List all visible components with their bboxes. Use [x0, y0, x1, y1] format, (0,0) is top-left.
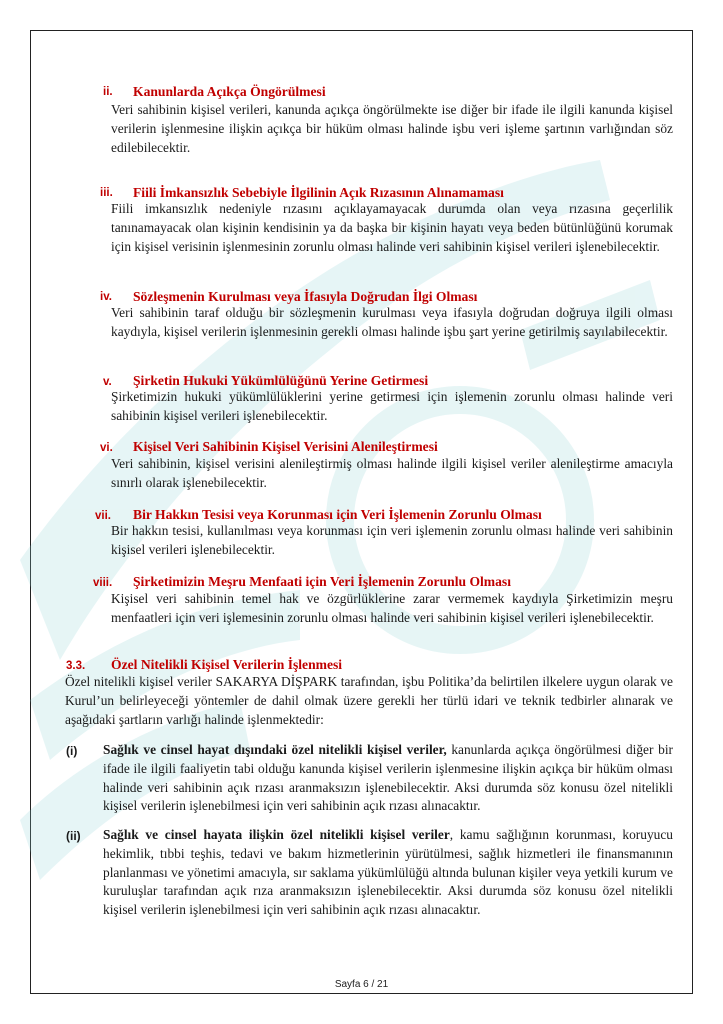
section-heading: Bir Hakkın Tesisi veya Korunması için Veri İşlemenin Zorunlu Olması [133, 507, 542, 522]
section-heading: Sözleşmenin Kurulması veya İfasıyla Doğrudan İlgi Olması [133, 289, 478, 304]
section-paragraph: Kişisel veri sahibinin temel hak ve özgürlüklerine zarar vermemek kaydıyla Şirketimizin meşru menfaatleri için veri işlemesinin zorunlu olması halinde veri sahibinin kişisel verileri işlenebilecektir. [111, 591, 673, 625]
section-number: vi. [100, 442, 113, 454]
list-item [103, 741, 673, 816]
list-item-text: kanunlarda açıkça öngörülmesi diğer bir ifade ile ilgili faaliyetin tabi olduğu kanunda kişisel verilerin işlenmesine ilişkin açıkça bir hüküm olması halinde veri sahibinin açık rızası aranmaksızın işlenebilecektir. Aksi durumda söz konusu özel nitelikli kişisel verilerin işlenebilmesi için veri sahibinin açık rızası alınacaktır. [103, 742, 673, 814]
list-item-lead: Sağlık ve cinsel hayat dışındaki özel nitelikli kişisel veriler, [103, 742, 447, 757]
section-number: viii. [93, 577, 113, 589]
section-heading: Şirketin Hukuki Yükümlülüğünü Yerine Getirmesi [133, 373, 429, 388]
section-number: vii. [95, 510, 111, 522]
section-paragraph: Fiili imkansızlık nedeniyle rızasını açıklayamayacak durumda olan veya rızasına geçerlilik tanınamayacak olan kişinin kendisinin ya da başka bir kişinin hayatı veya beden bütünlüğünü korumak için kişisel verisinin işlenmesinin zorunlu olması halinde veri sahibinin kişisel verileri işlenebilecektir. [111, 201, 673, 254]
list-item-number: (i) [66, 744, 78, 758]
section-heading: Kanunlarda Açıkça Öngörülmesi [133, 84, 326, 99]
section-paragraph: Veri sahibinin taraf olduğu bir sözleşmenin kurulması veya ifasıyla doğrudan doğruya ilgili olması kaydıyla, kişisel verilerin işlenmesinin gerekli olması halinde işbu şart yerine getirilmiş sayılabilecektir. [111, 305, 673, 339]
subsection-heading: Özel Nitelikli Kişisel Verilerin İşlenmesi [111, 657, 343, 672]
section-paragraph: Veri sahibinin kişisel verileri, kanunda açıkça öngörülmekte ise diğer bir ifade ile ilgili kanunda kişisel verilerin işlenmesine ilişkin açıkça bir hüküm olması halinde işbu veri işleme şartının varlığından söz edilebilecektir. [111, 102, 673, 155]
section-paragraph: Bir hakkın tesisi, kullanılması veya korunması için veri işlemenin zorunlu olması halinde veri sahibinin kişisel verileri işlenebilecektir. [111, 523, 673, 557]
section-number: iii. [100, 187, 113, 199]
list-item-text: , kamu sağlığının korunması, koruyucu hekimlik, tıbbi teşhis, tedavi ve bakım hizmetlerinin yürütülmesi, sağlık hizmetleri ile finansmanının planlanması ve yönetimi amacıyla, sır saklama yükümlülüğü altında bulunan kişiler veya yetkili kurum ve kuruluşlar tarafından açık rıza aranmaksızın işlenebilecektir. Aksi durumda söz konusu özel nitelikli kişisel verilerin işlenebilmesi için veri sahibinin açık rızası alınacaktır. [103, 827, 673, 918]
section-paragraph: Şirketimizin hukuki yükümlülüklerini yerine getirmesi için işlemenin zorunlu olması halinde veri sahibinin kişisel verileri işlenebilecektir. [111, 389, 673, 423]
section-number: v. [103, 376, 112, 388]
subsection-number: 3.3. [66, 660, 86, 672]
section-number: iv. [100, 291, 112, 303]
list-item [103, 826, 673, 920]
section-heading: Kişisel Veri Sahibinin Kişisel Verisini Alenileştirmesi [133, 439, 438, 454]
list-item-lead: Sağlık ve cinsel hayata ilişkin özel nitelikli kişisel veriler [103, 827, 450, 842]
section-heading: Fiili İmkansızlık Sebebiyle İlgilinin Açık Rızasının Alınamaması [133, 185, 504, 200]
subsection-paragraph: Özel nitelikli kişisel veriler SAKARYA DİŞPARK tarafından, işbu Politika’da belirtilen ilkelere uygun olarak ve Kurul’un belirleyeceği yöntemler de dahil olmak üzere gerekli her türlü idari ve teknik tedbirler alınarak ve aşağıdaki şartların varlığı halinde işlenmektedir: [65, 674, 673, 727]
section-paragraph: Veri sahibinin, kişisel verisini alenileştirmiş olması halinde ilgili kişisel veriler alenileştirme amacıyla sınırlı olarak işlenebilecektir. [111, 456, 673, 490]
list-item-number: (ii) [66, 829, 81, 843]
section-number: ii. [103, 86, 113, 98]
page-number-footer: Sayfa 6 / 21 [334, 979, 389, 990]
section-heading: Şirketimizin Meşru Menfaati için Veri İşlemenin Zorunlu Olması [133, 574, 511, 589]
